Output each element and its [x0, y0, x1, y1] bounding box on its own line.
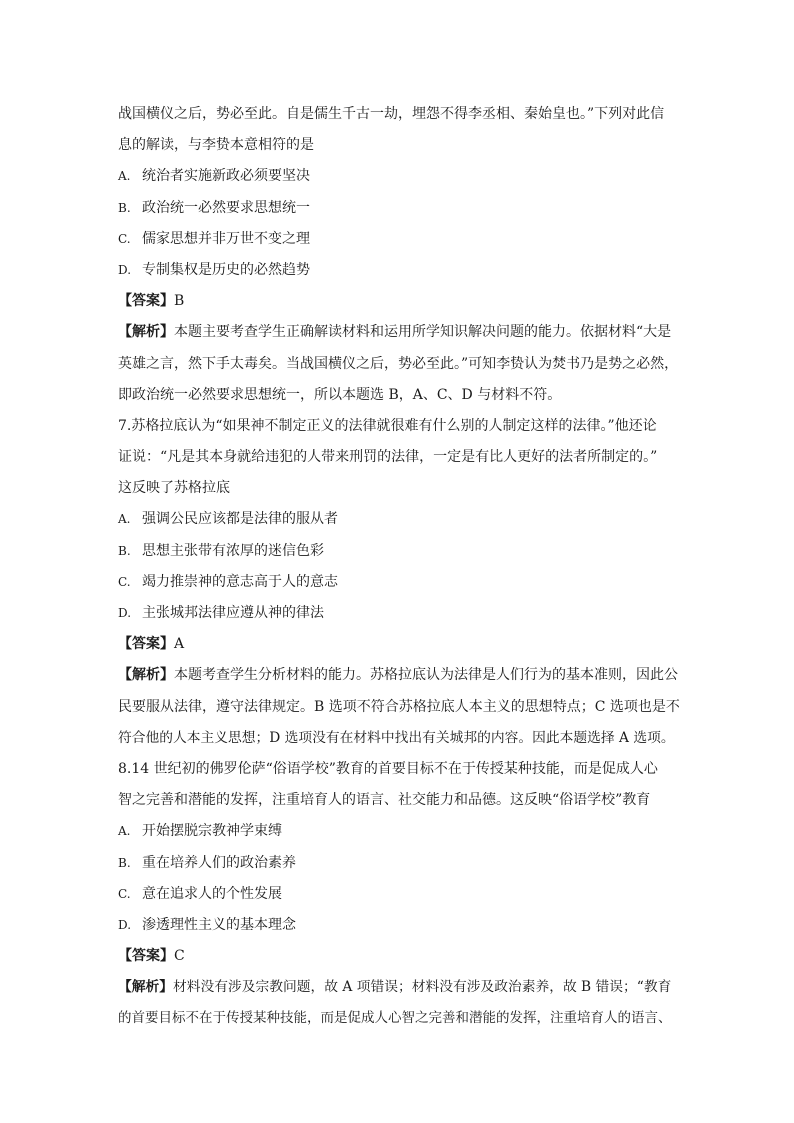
- q7-option-a-text: 强调公民应该都是法律的服从者: [142, 511, 338, 528]
- q8-answer-value: C: [174, 948, 185, 965]
- q8-option-a-text: 开始摆脱宗教神学束缚: [142, 823, 282, 840]
- q8-option-c: [118, 879, 680, 910]
- q7-stem-line-3: 这反映了苏格拉底: [118, 480, 230, 497]
- q7-option-b-text: 思想主张带有浓厚的迷信色彩: [142, 542, 324, 559]
- q6-option-d-text: 专制集权是历史的必然趋势: [142, 261, 310, 278]
- q6-option-d-letter: D.: [118, 262, 132, 277]
- q6-answer: [118, 286, 680, 317]
- q6-analysis-line-3: 即政治统一必然要求思想统一，所以本题选 B，A、C、D 与材料不符。: [118, 386, 562, 403]
- q8-option-a: [118, 816, 680, 847]
- q6-analysis-text-1: 本题主要考查学生正确解读材料和运用所学知识解决问题的能力。依据材料“大是: [174, 324, 672, 341]
- q8-option-b-text: 重在培养人们的政治素养: [142, 854, 296, 871]
- q7-stem-line-1: 7.苏格拉底认为“如果神不制定正义的法律就很难有什么别的人制定这样的法律。”他还论: [118, 417, 657, 434]
- q6-stem-line-1: 战国横仪之后，势必至此。自是儒生千古一劫，埋怨不得李丞相、秦始皇也。”下列对此信: [118, 106, 665, 122]
- document-content: [118, 99, 680, 1035]
- q8-option-c-letter: C.: [118, 886, 131, 901]
- q6-option-a: [118, 161, 680, 192]
- q6-option-c-letter: C.: [118, 231, 131, 246]
- q8-option-c-text: 意在追求人的个性发展: [142, 885, 282, 902]
- q6-option-c: [118, 224, 680, 255]
- q7-option-b-letter: B.: [118, 543, 131, 558]
- q7-analysis-tag: 【解析】: [118, 667, 174, 684]
- q6-option-b: [118, 193, 680, 224]
- q7-option-c: [118, 567, 680, 598]
- q8-stem-line-1: 8.14 世纪初的佛罗伦萨“俗语学校”教育的首要目标不在于传授某种技能，而是促成人心: [118, 760, 658, 777]
- q8-analysis-line-2: 的首要目标不在于传授某种技能，而是促成人心智之完善和潜能的发挥，注重培育人的语言、: [118, 1010, 672, 1027]
- q8-answer-tag: 【答案】: [118, 948, 174, 965]
- q7-option-a: [118, 504, 680, 535]
- q8-option-b-letter: B.: [118, 855, 131, 870]
- q6-answer-value: B: [174, 293, 185, 310]
- q7-option-d-text: 主张城邦法律应遵从神的律法: [142, 605, 324, 621]
- q7-answer-value: A: [174, 636, 185, 653]
- q7-analysis-line-1: [118, 660, 680, 691]
- q6-option-d: [118, 255, 680, 286]
- q8-analysis-tag: 【解析】: [118, 979, 174, 996]
- q8-answer: [118, 941, 680, 972]
- q7-analysis-text-1: 本题考查学生分析材料的能力。苏格拉底认为法律是人们行为的基本准则，因此公: [174, 667, 678, 684]
- q7-option-c-letter: C.: [118, 574, 131, 589]
- q6-option-a-letter: A.: [118, 169, 131, 184]
- q8-option-a-letter: A.: [118, 824, 131, 839]
- q6-analysis-tag: 【解析】: [118, 324, 174, 341]
- q8-option-b: [118, 848, 680, 879]
- q7-analysis-line-3: 符合他的人本主义思想；D 选项没有在材料中找出有关城邦的内容。因此本题选择 A 选项。: [118, 729, 675, 746]
- q8-analysis-text-1: 材料没有涉及宗教问题，故 A 项错误；材料没有涉及政治素养，故 B 错误；“教育: [173, 979, 672, 996]
- q8-analysis-line-1: [118, 972, 680, 1003]
- q8-option-d: [118, 910, 680, 941]
- q6-answer-tag: 【答案】: [118, 293, 174, 310]
- q7-option-b: [118, 536, 680, 567]
- q6-analysis-line-2: 英雄之言，然下手太毒矣。当战国横仪之后，势必至此。”可知李贽认为焚书乃是势之必然，: [118, 355, 679, 372]
- q6-option-c-text: 儒家思想并非万世不变之理: [142, 230, 310, 247]
- q6-option-a-text: 统治者实施新政必须要坚决: [142, 168, 310, 185]
- q7-answer-tag: 【答案】: [118, 636, 174, 653]
- q7-option-a-letter: A.: [118, 512, 131, 527]
- q7-stem-line-2: 证说：“凡是其本身就给违犯的人带来刑罚的法律，一定是有比人更好的法者所制定的。”: [118, 449, 658, 466]
- q7-analysis-line-2: 民要服从法律，遵守法律规定。B 选项不符合苏格拉底人本主义的思想特点；C 选项也是不: [118, 698, 680, 715]
- q8-option-d-text: 渗透理性主义的基本理念: [142, 916, 296, 933]
- q6-stem-line-2: 息的解读，与李贽本意相符的是: [118, 137, 314, 154]
- q7-answer: [118, 629, 680, 660]
- q8-stem-line-2: 智之完善和潜能的发挥，注重培育人的语言、社交能力和品德。这反映“俗语学校”教育: [118, 792, 651, 809]
- q7-option-d-letter: D.: [118, 606, 132, 620]
- q8-option-d-letter: D.: [118, 917, 132, 932]
- q6-option-b-letter: B.: [118, 200, 131, 215]
- q6-option-b-text: 政治统一必然要求思想统一: [142, 199, 310, 216]
- q6-analysis-line-1: [118, 317, 680, 348]
- q7-option-d: [118, 598, 680, 629]
- q7-option-c-text: 竭力推崇神的意志高于人的意志: [142, 573, 338, 590]
